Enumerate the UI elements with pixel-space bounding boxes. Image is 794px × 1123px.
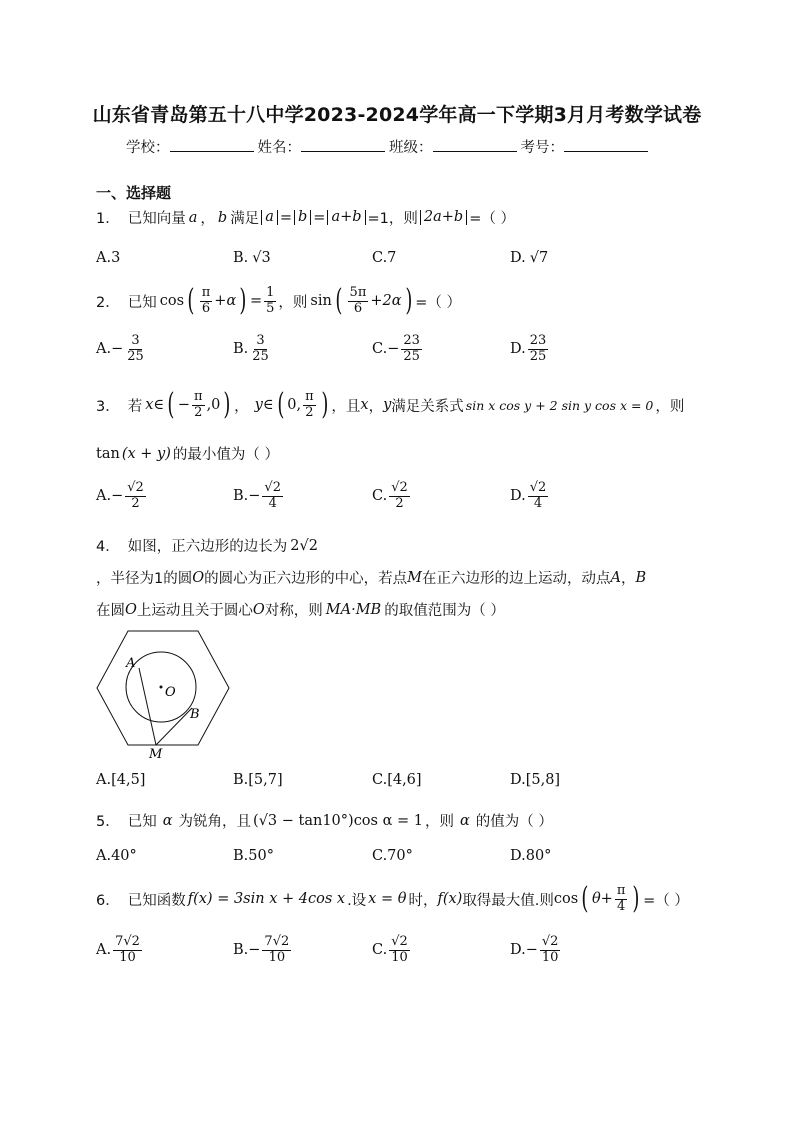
option-d[interactable] [510,935,562,966]
fraction [125,481,146,512]
paren-open: ( [335,283,343,319]
paren-open: ( [187,283,195,319]
option-d[interactable] [510,334,550,365]
label-a: A [126,656,136,671]
q-math: θ+ [591,891,613,908]
paren-close: ) [404,283,412,319]
denominator: 2 [305,404,314,420]
center-point [160,686,163,689]
option-label: C. [372,942,388,959]
q-math: f(x) = 3sin x + 4cos x [187,891,346,908]
denominator: 10 [541,949,559,965]
fraction [262,935,291,966]
q-text: ，则 [424,814,454,830]
func-cos: cos [553,891,579,908]
minus-sign: − [111,341,124,358]
q-text: 已知 [127,294,157,311]
numerator: π [305,389,314,404]
option-label: D. [510,772,526,788]
hexagon-circle-figure [94,628,234,762]
option-value: √7 [529,250,549,266]
q-text: 的圆心为正六边形的中心，若点 [204,571,408,587]
option-label: C. [372,772,388,788]
denominator: 25 [252,348,269,364]
option-label: B. [233,341,249,358]
q-text: 上运动且关于圆心 [136,603,253,619]
q-math: +2α [370,293,402,310]
option-c[interactable] [372,250,396,266]
question-1 [96,207,515,228]
abs-a-plus-b: a+b [327,210,365,226]
var-alpha: α [162,812,173,829]
func-sin: sin [310,293,332,310]
q-text: 取得最大值.则 [462,892,554,909]
equals: = [313,209,326,226]
class-blank [433,137,517,152]
denominator: 10 [119,949,136,965]
option-label: C. [372,341,388,358]
fraction [540,935,561,966]
denominator: 2 [395,495,404,511]
option-a[interactable] [96,935,144,966]
option-label: A.40° [96,848,137,864]
label-o: O [165,685,176,700]
option-a[interactable] [96,481,148,512]
fraction [303,390,316,421]
point-o: O [125,601,137,618]
minus-sign: − [111,488,124,505]
denominator: 4 [268,495,277,511]
question-4 [96,535,318,556]
q-text: =1，则 [367,211,418,227]
question-number: 5． [96,814,120,830]
option-label: B. [233,488,249,505]
numerator: 23 [529,333,547,348]
denominator: 6 [201,300,211,316]
q-text: 已知函数 [127,892,186,909]
option-c[interactable] [372,935,412,966]
numerator: π [616,883,626,898]
paren-open: ( [167,387,175,423]
option-label: B. [233,772,249,788]
q-text: 的最小值为（ ） [172,447,279,463]
numerator: 23 [403,333,420,348]
option-label: B. [233,250,249,266]
numerator: √2 [391,934,408,949]
q-text: ，则 [278,294,308,311]
fraction [389,481,410,512]
option-label: A. [96,942,112,959]
denominator: 2 [131,495,140,511]
option-label: A. [96,341,112,358]
point-o: O [192,569,205,586]
option-label: D.80° [510,848,552,864]
q-text: ，则 [655,398,685,415]
option-label: D. [510,942,526,959]
fraction [401,334,422,365]
q-math: x∈ [145,397,165,414]
question-4-line-2 [96,567,646,588]
question-6 [96,881,689,917]
option-label: A. [96,772,112,788]
minus-sign: − [248,942,261,959]
option-c[interactable] [372,848,413,864]
option-label: D. [510,250,526,266]
denominator: 2 [194,404,203,420]
q-text: 在圆 [96,603,125,619]
q-math: y∈ [254,397,274,414]
q-text: 已知 [127,814,157,830]
fraction [389,935,410,966]
option-c[interactable] [372,334,424,365]
option-label: B. [233,942,249,959]
abs-2a-plus-b: 2a+b [420,210,467,226]
hexagon [97,631,229,745]
q-text: 在正六边形的边上运动，动点 [421,571,611,587]
fraction [192,390,205,421]
q-math: 2√2 [290,537,318,554]
denominator: 5 [266,300,275,316]
option-value: [4,6] [387,772,422,788]
q-text: 的取值范围为（ ） [384,603,505,619]
option-b[interactable] [233,772,283,788]
q-math: sin x cos y + 2 sin y cos x = 0 [465,397,654,413]
paren-close: ) [632,881,640,917]
q-text: =（ ） [643,892,689,909]
option-label: D. [510,341,526,358]
option-d[interactable] [510,250,548,266]
question-5 [96,810,553,831]
fraction [200,286,213,317]
option-c[interactable] [372,481,412,512]
option-value: √3 [252,250,271,266]
option-label: A.3 [96,250,121,266]
numerator: 5π [349,285,367,300]
point-b: B [635,569,647,586]
exam-number-blank [564,137,648,152]
denominator: 25 [403,348,420,364]
question-3-line-2 [96,443,279,464]
q-text: ， [234,398,249,415]
q-math: ,0 [206,397,221,414]
q-text: 为锐角，且 [178,814,252,830]
option-value: [5,8] [525,772,561,788]
fraction [262,481,283,512]
option-a[interactable] [96,848,137,864]
segment-ma [139,668,156,745]
denominator: 4 [616,898,626,914]
option-d[interactable] [510,481,550,512]
var-alpha: α [459,812,470,829]
option-b[interactable] [233,481,285,512]
point-m: M [407,569,422,586]
numerator: 7√2 [115,934,140,949]
label-m: M [149,747,163,762]
func-cos: cos [159,293,185,310]
question-4-line-3 [96,599,505,620]
q-math: x = θ [368,891,407,908]
option-a[interactable] [96,772,145,788]
q-math: (x + y) [121,445,171,462]
school-blank [170,137,254,152]
minus-sign: − [177,397,191,414]
q-math: +α [214,293,237,310]
denominator: 25 [529,348,547,364]
dot-product-ma-mb: MA·MB [325,601,382,618]
q-text: ，半径为1的圆 [96,571,193,587]
fraction [615,884,628,915]
numerator: 1 [266,285,275,300]
denominator: 4 [533,495,543,511]
option-label: C.70° [372,848,413,864]
label-b: B [190,707,200,722]
school-label: 学校： [126,140,170,156]
numerator: 7√2 [264,934,290,949]
option-a[interactable] [96,334,148,365]
q-math: f(x) [437,891,463,908]
q-text: =（ ） [415,294,462,311]
question-number: 1． [96,211,120,227]
fraction [348,286,369,317]
q-text: 如图，正六边形的边长为 [127,539,288,555]
point-o: O [252,601,265,618]
option-label: A. [96,488,112,505]
denominator: 25 [127,348,144,364]
q-text: =（ ） [469,211,515,227]
q-text: ， [368,398,384,415]
segment-mb [156,708,192,745]
q-math: 0, [287,397,302,414]
q-text: 已知向量 [127,211,186,227]
option-d[interactable] [510,772,560,788]
func-tan: tan [96,445,120,462]
numerator: √2 [391,480,408,495]
denominator: 10 [391,949,408,965]
numerator: π [201,285,211,300]
q-text: 满足 [230,211,260,227]
abs-b: b [294,210,311,226]
option-value: [4,5] [111,772,146,788]
numerator: √2 [264,480,281,495]
vector-b: b [217,209,228,226]
q-text: ，且 [331,398,361,415]
class-label: 班级： [389,140,433,156]
q-text: 对称，则 [264,603,323,619]
denominator: 6 [353,300,363,316]
minus-sign: − [525,942,538,959]
abs-a: a [261,210,278,226]
option-label: B.50° [233,848,274,864]
numerator: 3 [256,333,265,348]
var-x: x [360,397,369,414]
paren-close: ) [321,387,329,423]
equals: = [279,209,292,226]
numerator: π [194,389,203,404]
option-b[interactable] [233,848,274,864]
option-label: C.7 [372,250,397,266]
option-b[interactable] [233,334,273,365]
numerator: √2 [529,480,547,495]
option-a[interactable] [96,250,120,266]
student-info-row [126,136,652,157]
fraction [125,334,146,365]
option-b[interactable] [233,250,271,266]
numerator: √2 [541,934,559,949]
var-y: y [383,397,392,414]
paren-open: ( [581,881,589,917]
q-text: ， [620,571,636,587]
name-label: 姓名： [257,140,301,156]
question-number: 6． [96,892,120,909]
fraction [113,935,142,966]
section-title: 一、选择题 [96,184,172,202]
name-blank [301,137,385,152]
minus-sign: − [248,488,261,505]
minus-sign: − [387,341,400,358]
paren-close: ) [239,283,247,319]
paren-open: ( [276,387,284,423]
vector-a: a [188,209,198,226]
option-d[interactable] [510,848,551,864]
question-number: 4． [96,539,120,555]
fraction [528,481,549,512]
fraction [528,334,549,365]
question-2 [96,283,462,319]
q-text: 满足关系式 [391,398,464,415]
option-b[interactable] [233,935,293,966]
numerator: √2 [127,480,144,495]
fraction [264,286,276,317]
question-3 [96,387,685,423]
q-text: .设 [347,892,367,909]
q-text: 若 [127,398,143,415]
option-label: C. [372,488,388,505]
option-c[interactable] [372,772,422,788]
option-value: [5,7] [248,772,283,788]
option-label: D. [510,488,526,505]
fraction [250,334,271,365]
exam-number-label: 考号： [520,140,564,156]
q-text: 时， [408,892,438,909]
point-a: A [610,569,621,586]
question-number: 3． [96,398,120,415]
paren-close: ) [223,387,231,423]
q-math: (√3 − tan10°)cos α = 1 [253,812,423,829]
q-text: ， [200,211,215,227]
question-number: 2． [96,294,120,311]
numerator: 3 [131,333,140,348]
q-text: 的值为（ ） [475,814,553,830]
equals: = [249,293,263,310]
denominator: 10 [268,949,286,965]
page-title: 山东省青岛第五十八中学2023-2024学年高一下学期3月月考数学试卷 [92,104,702,126]
